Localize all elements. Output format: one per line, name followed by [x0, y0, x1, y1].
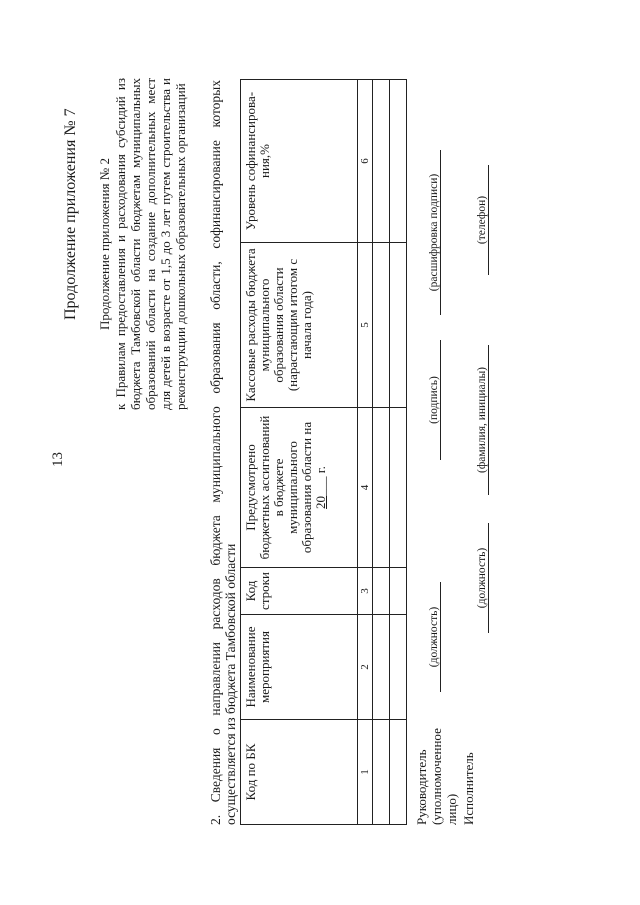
table-cell [390, 568, 407, 615]
head-position-caption: (должность) [428, 606, 440, 668]
table-cell [373, 615, 390, 720]
table-cell [390, 615, 407, 720]
col-number-1: 1 [358, 720, 373, 825]
table-row [390, 80, 407, 825]
header-planned: Предусмотрено бюджетных ассигнований в бюджете муниципального образования области на 20___ г. [241, 408, 358, 568]
executor-position-caption: (должность) [476, 547, 488, 609]
executor-name-line [488, 345, 489, 495]
executor-label: Исполнитель [461, 752, 476, 825]
col-number-4: 4 [358, 408, 373, 568]
col-number-2: 2 [358, 615, 373, 720]
header-event-name: Наименование мероприятия [241, 615, 358, 720]
continuation-title: Продолжение приложения № 7 [62, 108, 79, 320]
table-cell [390, 243, 407, 408]
header-row-code: Код строки [241, 568, 358, 615]
table-header-row [241, 80, 358, 825]
executor-position-line [488, 523, 489, 633]
table-number-row [358, 80, 373, 825]
table-cell [373, 720, 390, 825]
head-signature-caption: (подпись) [428, 376, 440, 424]
table-cell [373, 408, 390, 568]
header-planned-text: Предусмотрено бюджетных ассигнований в бюджете муниципального образования области на [243, 415, 314, 560]
table-cell [390, 408, 407, 568]
header-bk-code: Код по БК [241, 720, 358, 825]
executor-phone-line [488, 165, 489, 275]
head-decoding-caption: (расшифровка подписи) [428, 173, 440, 292]
executor-name-caption: (фамилия, инициалы) [476, 366, 488, 474]
table-row [373, 80, 390, 825]
table-cell [390, 80, 407, 243]
appendix-continuation: Продолжение приложения № 2 [97, 158, 112, 330]
col-number-5: 5 [358, 243, 373, 408]
head-signature-line [440, 340, 441, 460]
head-position-line [440, 582, 441, 692]
executor-phone-caption: (телефон) [476, 195, 488, 245]
page-number: 13 [50, 452, 66, 467]
header-cofinancing: Уровень софинансирова-ния,% [241, 80, 358, 243]
table-cell [390, 720, 407, 825]
col-number-3: 3 [358, 568, 373, 615]
header-cash-expenses: Кассовые расходы бюджета муниципального образования области (нарастающим итогом с начала года) [241, 243, 358, 408]
data-table [240, 79, 407, 825]
head-decoding-line [440, 150, 441, 315]
year-prefix: 20 [313, 495, 328, 509]
col-number-6: 6 [358, 80, 373, 243]
table-cell [373, 568, 390, 615]
appendix-reference [97, 78, 188, 410]
table-cell [373, 243, 390, 408]
appendix-text: к Правилам предоставления и расходования субсидий из бюджета Тамбовской области бюджетам муниципальных образований области на создание дополнительных мест для детей в возрасте от 1,5 до 3 лет путем строительства и реконструкции дошкольных образовательных организаций [113, 78, 188, 410]
section-heading: 2. Сведения о направлении расходов бюджета муниципального образования области, софинансирование которых осуществляется из бюджета Тамбовской области [208, 80, 238, 825]
table-cell [373, 80, 390, 243]
year-suffix: г. [313, 466, 328, 474]
head-label: Руководитель (уполномоченное лицо) [414, 728, 459, 825]
